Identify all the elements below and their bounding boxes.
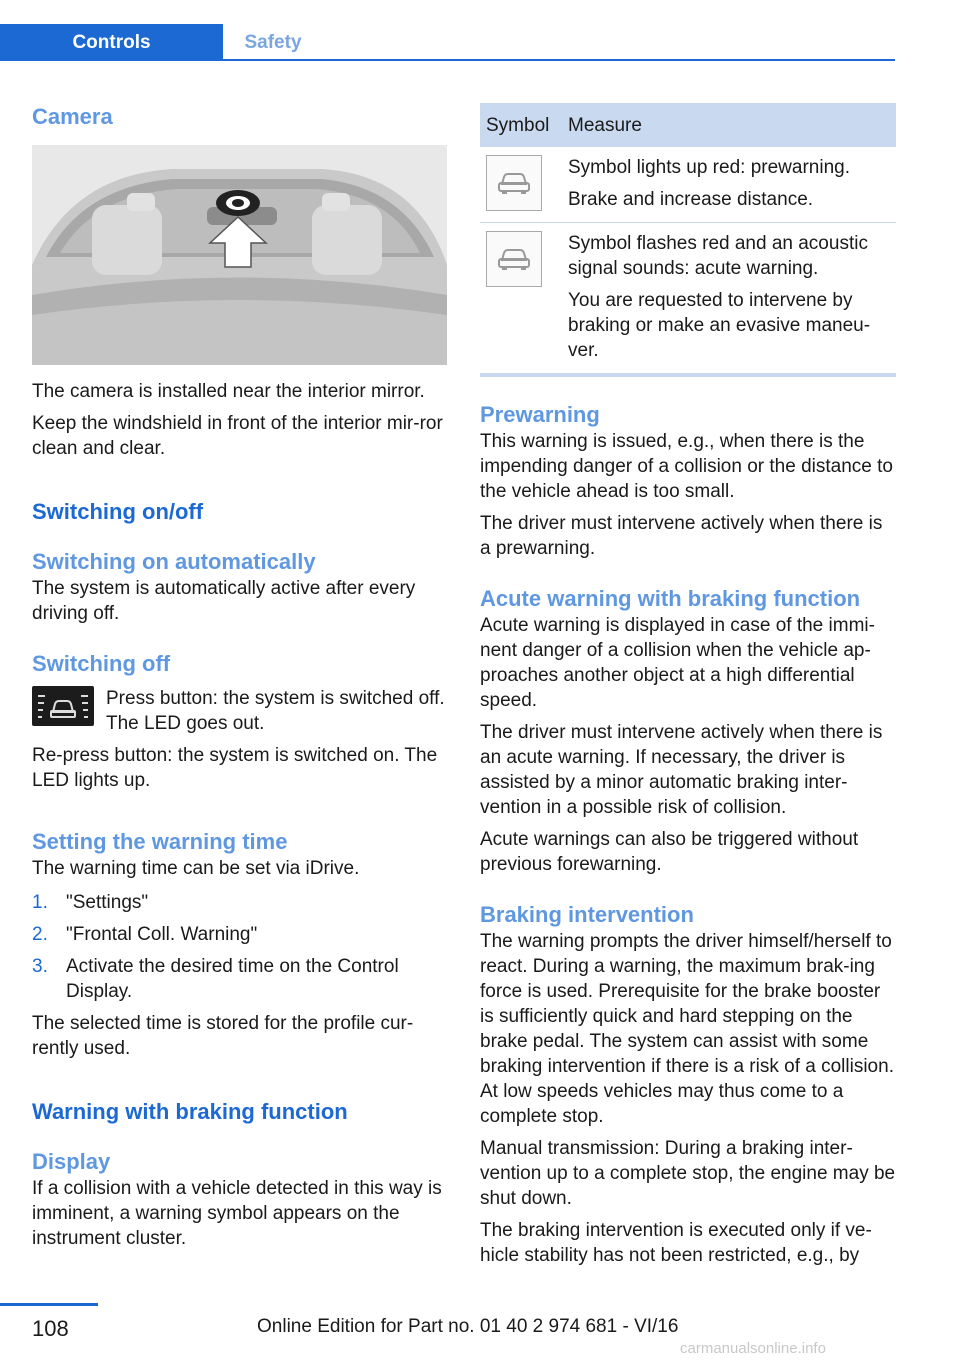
- step-text: Activate the desired time on the Control Display.: [66, 956, 399, 1002]
- tab-safety[interactable]: Safety: [223, 24, 323, 61]
- symbol-measure-table: [480, 103, 896, 377]
- auto-heading: Switching on automatically: [32, 549, 316, 574]
- display-text: If a collision with a vehicle detected in this way is imminent, a warning symbol appears on the instrument cluster.: [32, 1178, 442, 1249]
- right-column: [480, 103, 896, 1268]
- camera-text-2: Keep the windshield in front of the interior mir‐ror clean and clear.: [32, 413, 443, 459]
- measure-text: Symbol flashes red and an acoustic signal sounds: acute warning.: [568, 233, 868, 279]
- car-warning-symbol: [486, 155, 542, 211]
- table-row: [480, 223, 896, 376]
- footer-rule: [0, 1303, 98, 1306]
- edition-text: Online Edition for Part no. 01 40 2 974 681 - VI/16: [257, 1316, 679, 1337]
- car-warning-symbol: [486, 231, 542, 287]
- camera-photo: [32, 145, 447, 365]
- off-heading: Switching off: [32, 651, 171, 676]
- left-column: [32, 100, 450, 1251]
- watermark: carmanualsonline.info: [680, 1340, 826, 1357]
- step-number: 2.: [32, 924, 48, 945]
- tab-controls[interactable]: Controls: [0, 24, 223, 61]
- step-number: 1.: [32, 892, 48, 913]
- list-item: [32, 890, 450, 915]
- display-heading: Display: [32, 1149, 111, 1174]
- tabs-underline: [0, 59, 895, 61]
- step-number: 3.: [32, 956, 48, 977]
- list-item: [32, 954, 450, 1004]
- prewarning-text-1: This warning is issued, e.g., when there is the impending danger of a collision or the distance to the vehicle ahead is too small.: [480, 431, 893, 502]
- measure-cell: [562, 223, 896, 376]
- table-header-row: [480, 103, 896, 147]
- step-text: "Settings": [66, 892, 149, 913]
- off-text-2: Re-press button: the system is switched on. The LED lights up.: [32, 745, 438, 791]
- prewarning-text-2: The driver must intervene actively when there is a prewarning.: [480, 513, 883, 559]
- measure-text: You are requested to intervene by braking or make an evasive maneu‐ver.: [568, 290, 871, 361]
- car-front-icon: [494, 170, 534, 196]
- col-header-symbol: Symbol: [480, 103, 562, 147]
- intervention-text-1: The warning prompts the driver himself/herself to react. During a warning, the maximum brak‐ing force is used. Prerequisite for the brake booster is sufficiently quick and hard stepping on the brake pedal. The system can assist with some braking intervention if there is a risk of a collision. At low speeds vehicles may thus come to a complete stop.: [480, 931, 894, 1127]
- table-row: [480, 147, 896, 223]
- car-warning-icon: [36, 690, 90, 722]
- switching-heading: Switching on/off: [32, 499, 204, 524]
- step-text: "Frontal Coll. Warning": [66, 924, 258, 945]
- page-number: 108: [32, 1316, 69, 1341]
- list-item: [32, 922, 450, 947]
- off-text-1: Press button: the system is switched off. The LED goes out.: [106, 688, 445, 734]
- braking-function-heading: Warning with braking function: [32, 1099, 348, 1124]
- symbol-cell: [480, 223, 562, 376]
- off-row: [32, 686, 450, 736]
- stored-text: The selected time is stored for the profile cur‐rently used.: [32, 1013, 414, 1059]
- acute-text-1: Acute warning is displayed in case of the immi‐nent danger of a collision when the vehicle ap‐proaches another object at a high differential speed.: [480, 615, 875, 711]
- auto-text: The system is automatically active after every driving off.: [32, 578, 416, 624]
- prewarning-heading: Prewarning: [480, 402, 600, 427]
- col-header-measure: Measure: [562, 103, 896, 147]
- measure-cell: [562, 147, 896, 223]
- acute-heading: Acute warning with braking function: [480, 586, 861, 611]
- measure-text: Symbol lights up red: prewarning.: [568, 157, 850, 178]
- symbol-cell: [480, 147, 562, 223]
- warning-time-heading: Setting the warning time: [32, 829, 288, 854]
- camera-photo-illustration: [32, 145, 447, 365]
- acute-text-3: Acute warnings can also be triggered without previous forewarning.: [480, 829, 859, 875]
- intervention-heading: Braking intervention: [480, 902, 694, 927]
- acute-text-2: The driver must intervene actively when there is an acute warning. If necessary, the driver is assisted by a minor automatic braking inter‐vention in a possible risk of collision.: [480, 722, 883, 818]
- car-front-icon: [494, 246, 534, 272]
- camera-text-1: The camera is installed near the interior mirror.: [32, 381, 425, 402]
- steps-list: [32, 890, 450, 1004]
- warning-time-text: The warning time can be set via iDrive.: [32, 858, 360, 879]
- measure-text: Brake and increase distance.: [568, 189, 814, 210]
- intervention-text-2: Manual transmission: During a braking inter‐vention up to a complete stop, the engine may be shut down.: [480, 1138, 896, 1209]
- intervention-text-3: The braking intervention is executed only if ve‐hicle stability has not been restricted, e.g., by: [480, 1220, 872, 1266]
- collision-warning-button-image: [32, 686, 94, 726]
- camera-heading: Camera: [32, 104, 113, 129]
- chapter-tabs: [0, 24, 895, 61]
